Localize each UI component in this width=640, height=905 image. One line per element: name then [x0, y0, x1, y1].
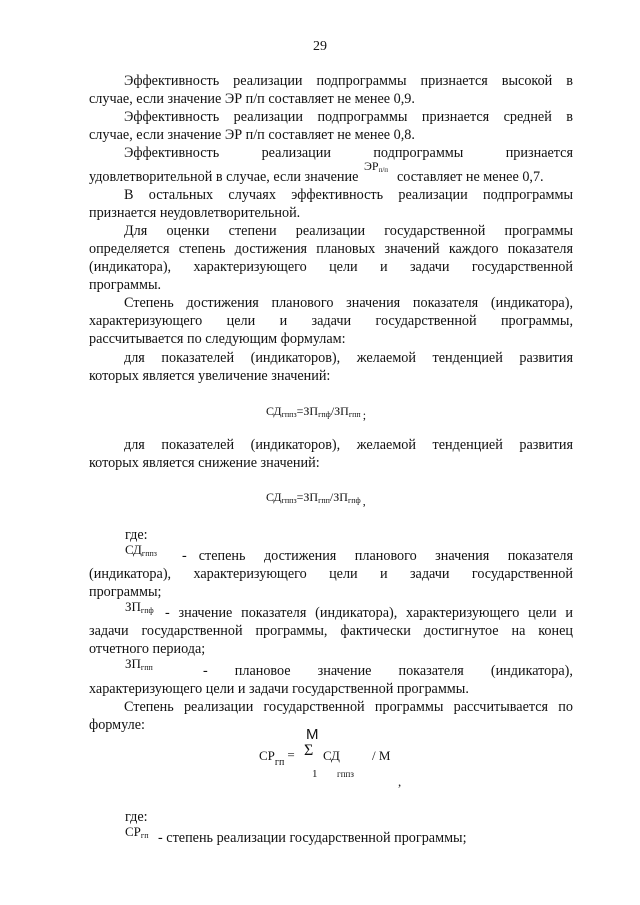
paragraph-degree-line3: рассчитывается по следующим формулам: [89, 331, 346, 347]
paragraph-degree-line1: Степень достижения планового значения показателя (индикатора), [124, 295, 573, 311]
paragraph-assessment-line2: определяется степень достижения плановых значений каждого показателя [89, 241, 573, 257]
where-label-1: где: [125, 527, 148, 543]
def-zp-fact-line2: задачи государственной программы, фактически достигнутое на конец [89, 623, 573, 639]
paragraph-assessment-line3: (индикатора), характеризующего цели и задачи государственной [89, 259, 573, 275]
paragraph-increase-line2: которых является увеличение значений: [89, 368, 331, 384]
def-zp-plan-line2: характеризующего цели и задачи государственной программы. [89, 681, 469, 697]
paragraph-satisfactory-line2a: удовлетворительной в случае, если значение [89, 169, 359, 185]
def-zp-fact-line3: отчетного периода; [89, 641, 206, 657]
formula-sd: СД [323, 748, 340, 763]
formula-sum-upper: M [306, 726, 319, 743]
paragraph-medium-line2: случае, если значение ЭР п/п составляет не менее 0,8. [89, 127, 415, 143]
paragraph-high-line1: Эффективность реализации подпрограммы признается высокой в [124, 73, 573, 89]
paragraph-other-line1: В остальных случаях эффективность реализации подпрограммы [124, 187, 573, 203]
def-sd-line1: - степень достижения планового значения показателя [182, 548, 573, 564]
formula-decrease: $СД_{гппз}=ЗП_{гпп}/ЗП_{гпф}$ , [266, 490, 366, 508]
paragraph-program-degree-line1: Степень реализации государственной программы рассчитывается по [124, 699, 573, 715]
formula-lhs: $СР_{гп}=$ [259, 747, 295, 768]
paragraph-satisfactory-line2b: составляет не менее 0,7. [397, 169, 544, 185]
def-zp-fact-symbol: $ЗП_{гпф}$ [125, 599, 154, 615]
def-sd-line3: программы; [89, 584, 162, 600]
paragraph-high-line2: случае, если значение ЭР п/п составляет не менее 0,9. [89, 91, 415, 107]
def-sd-line2: (индикатора), характеризующего цели и задачи государственной [89, 566, 573, 582]
formula-sd-sub: гппз [337, 769, 354, 779]
paragraph-assessment-line4: программы. [89, 277, 162, 293]
def-sr-symbol: $СР_{гп}$ [125, 824, 149, 840]
paragraph-decrease-line1: для показателей (индикаторов), желаемой тенденцией развития [124, 437, 573, 453]
def-sd-symbol: $СД_{гппз}$ [125, 542, 157, 558]
def-sr-text: - степень реализации государственной программы; [158, 830, 467, 846]
def-zp-plan-symbol: $ЗП_{гпп}$ [125, 656, 153, 672]
page-number: 29 [313, 39, 327, 54]
paragraph-other-line2: признается неудовлетворительной. [89, 205, 301, 221]
formula-comma: , [398, 774, 402, 789]
formula-div: / М [372, 748, 391, 763]
paragraph-decrease-line2: которых является снижение значений: [89, 455, 320, 471]
def-zp-plan-line1: - плановое значение показателя (индикатора), [203, 663, 573, 679]
paragraph-assessment-line1: Для оценки степени реализации государственной программы [124, 223, 573, 239]
def-zp-fact-line1: - значение показателя (индикатора), характеризующего цели и [165, 605, 573, 621]
paragraph-increase-line1: для показателей (индикаторов), желаемой тенденцией развития [124, 350, 573, 366]
paragraph-medium-line1: Эффективность реализации подпрограммы признается средней в [124, 109, 573, 125]
formula-sum-lower: 1 [312, 768, 318, 780]
where-label-2: где: [125, 809, 148, 825]
paragraph-program-degree-line2: формуле: [89, 717, 145, 733]
paragraph-degree-line2: характеризующего цели и задачи государственной программы, [89, 313, 573, 329]
paragraph-satisfactory-line1: Эффективность реализации подпрограммы признается [124, 145, 573, 161]
formula-increase: $СД_{гппз}=ЗП_{гпф}/ЗП_{гпп}$ ; [266, 404, 367, 422]
formula-sigma: Σ [304, 742, 314, 759]
er-symbol: $ЭР_{п/п}$ [364, 159, 389, 174]
